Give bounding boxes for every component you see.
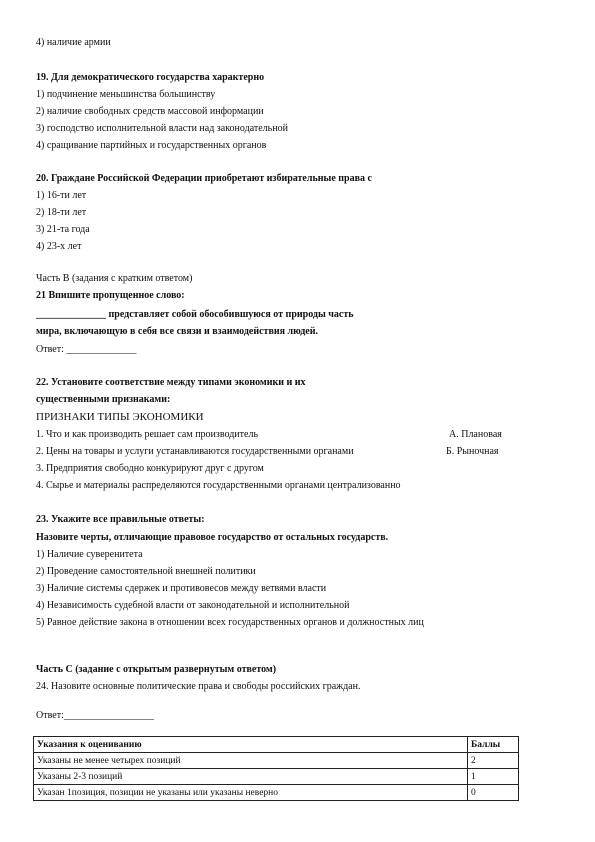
q22-item: 3. Предприятия свободно конкурируют друг с другом xyxy=(36,463,264,474)
table-cell: 1 xyxy=(468,769,519,785)
table-cell: 2 xyxy=(468,753,519,769)
q22-columns: ПРИЗНАКИ ТИПЫ ЭКОНОМИКИ xyxy=(36,411,204,423)
q19-option: 2) наличие свободных средств массовой информации xyxy=(36,106,264,117)
grading-table xyxy=(33,736,519,801)
part-b-heading: Часть В (задания с кратким ответом) xyxy=(36,273,193,284)
table-header-cell: Баллы xyxy=(468,737,519,753)
q22-item: 4. Сырье и материалы распределяются государственными органами централизованно xyxy=(36,480,401,491)
q19-option: 4) сращивание партийных и государственных органов xyxy=(36,140,267,151)
q22-title-line1: 22. Установите соответствие между типами экономики и их xyxy=(36,377,306,388)
q22-item: 1. Что и как производить решает сам производитель xyxy=(36,429,259,440)
q20-option: 3) 21-та года xyxy=(36,224,90,235)
q23-option: 3) Наличие системы сдержек и противовесов между ветвями власти xyxy=(36,583,327,594)
q23-option: 2) Проведение самостоятельной внешней политики xyxy=(36,566,256,577)
q21-title: 21 Впишите пропущенное слово: xyxy=(36,290,185,301)
q21-answer: Ответ: ______________ xyxy=(36,344,137,355)
q22-item: 2. Цены на товары и услуги устанавливаются государственными органами xyxy=(36,446,354,457)
table-cell: Указаны 2-3 позиций xyxy=(34,769,468,785)
q23-title: 23. Укажите все правильные ответы: xyxy=(36,514,205,525)
q21-text-line1: ______________ представляет собой обособившуюся от природы часть xyxy=(36,309,354,320)
table-cell: 0 xyxy=(468,785,519,801)
table-cell: Указаны не менее четырех позиций xyxy=(34,753,468,769)
q19-option: 3) господство исполнительной власти над законодательной xyxy=(36,123,288,134)
q23-subtitle: Назовите черты, отличающие правовое государство от остальных государств. xyxy=(36,532,389,543)
table-row xyxy=(34,769,519,785)
table-header-row xyxy=(34,737,519,753)
table-row xyxy=(34,753,519,769)
q20-option: 2) 18-ти лет xyxy=(36,207,87,218)
q21-text-line2: мира, включающую в себя все связи и взаимодействия людей. xyxy=(36,326,318,337)
table-header-cell: Указания к оцениванию xyxy=(34,737,468,753)
q20-option: 4) 23-х лет xyxy=(36,241,82,252)
part-c-heading: Часть С (задание с открытым развернутым ответом) xyxy=(36,664,277,675)
q20-option: 1) 16-ти лет xyxy=(36,190,87,201)
q20-title: 20. Граждане Российской Федерации приобретают избирательные права с xyxy=(36,173,372,184)
q23-option: 4) Независимость судебной власти от законодательной и исполнительной xyxy=(36,600,350,611)
q22-title-line2: существенными признаками: xyxy=(36,394,171,405)
q22-type-a: А. Плановая xyxy=(449,429,502,440)
q22-type-b: Б. Рыночная xyxy=(446,446,499,457)
q24-text: 24. Назовите основные политические права и свободы российских граждан. xyxy=(36,681,361,692)
q24-answer: Ответ:__________________ xyxy=(36,710,154,721)
q19-title: 19. Для демократического государства характерно xyxy=(36,72,265,83)
table-row xyxy=(34,785,519,801)
prev-option: 4) наличие армии xyxy=(36,37,111,48)
q19-option: 1) подчинение меньшинства большинству xyxy=(36,89,216,100)
q23-option: 1) Наличие суверенитета xyxy=(36,549,143,560)
q23-option: 5) Равное действие закона в отношении всех государственных органов и должностных лиц xyxy=(36,617,424,628)
table-cell: Указан 1позиция, позиции не указаны или указаны неверно xyxy=(34,785,468,801)
